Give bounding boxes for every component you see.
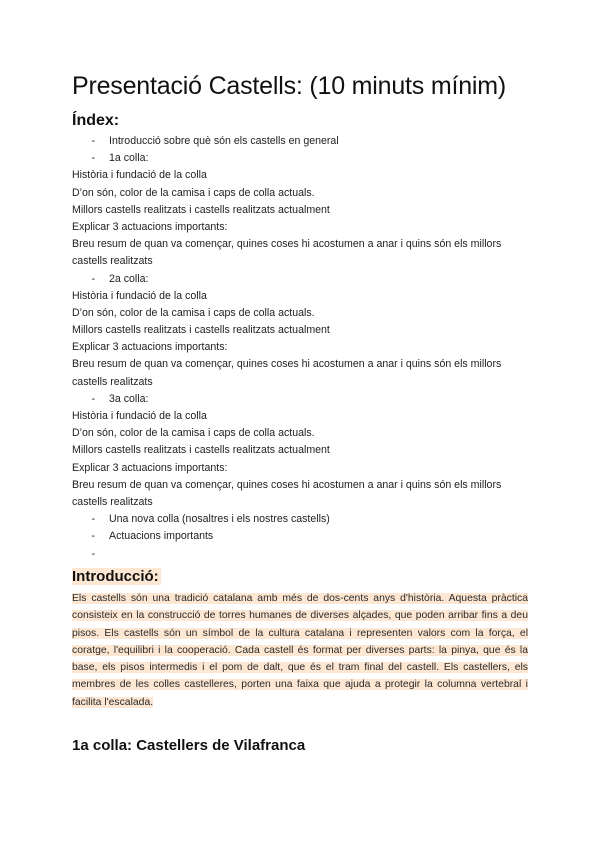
colla-1-summary: Breu resum de quan va començar, quines coses hi acostumen a anar i quins són els millors castells realitzats [72, 238, 502, 268]
colla-3-history: Història i fundació de la colla [72, 410, 207, 423]
page-title: Presentació Castells: (10 minuts mínim) [72, 72, 507, 100]
colla-1-heading: 1a colla: Castellers de Vilafranca [72, 737, 306, 754]
intro-paragraph [72, 590, 528, 711]
colla-3-explain: Explicar 3 actuacions importants: [72, 461, 228, 474]
list-item: - 2a colla: [91, 272, 149, 285]
colla-1-explain: Explicar 3 actuacions importants: [72, 220, 228, 233]
list-item: - 3a colla: [91, 392, 149, 405]
colla-2-explain: Explicar 3 actuacions importants: [72, 341, 228, 354]
colla-3-origin: D’on són, color de la camisa i caps de colla actuals. [72, 427, 315, 440]
intro-heading: Introducció: [72, 568, 159, 585]
colla-1-best: Millors castells realitzats i castells realitzats actualment [72, 203, 330, 216]
colla-3-best: Millors castells realitzats i castells realitzats actualment [72, 444, 330, 457]
colla-2-history: Història i fundació de la colla [72, 289, 207, 302]
list-item: - 1a colla: [91, 152, 149, 165]
colla-1-origin: D’on són, color de la camisa i caps de colla actuals. [72, 186, 315, 199]
intro-text: Els castells són una tradició catalana amb més de dos-cents anys d'història. Aquesta pràctica consisteix en la construcció de torres humanes de diverses alçades, que poden arribar fins a deu pisos. Els castells són un símbol de la cultura catalana i representen valors com la força, el coratge, l'equilibri i la cooperació. Cada castell és format per diverses parts: la pinya, que és la base, els pisos intermedis i el pom de dalt, que és el tram final del castell. Els castellers, els membres de les colles castelleres, porten una faixa que ajuda a protegir la columna vertebral i facilita l'escalada. [72, 593, 528, 708]
colla-2-best: Millors castells realitzats i castells realitzats actualment [72, 324, 330, 337]
index-list [72, 133, 532, 563]
list-item: - Introducció sobre què són els castells en general [91, 135, 339, 147]
list-item: - Actuacions importants [91, 530, 214, 543]
colla-3-summary: Breu resum de quan va començar, quines coses hi acostumen a anar i quins són els millors castells realitzats [72, 478, 502, 509]
index-heading: Índex: [72, 112, 120, 129]
colla-1-history: Història i fundació de la colla [72, 169, 207, 182]
list-item: - [91, 547, 95, 560]
list-item: - Una nova colla (nosaltres i els nostres castells) [91, 513, 330, 526]
colla-2-summary: Breu resum de quan va començar, quines coses hi acostumen a anar i quins són els millors castells realitzats [72, 358, 502, 388]
colla-2-origin: D’on són, color de la camisa i caps de colla actuals. [72, 306, 315, 319]
